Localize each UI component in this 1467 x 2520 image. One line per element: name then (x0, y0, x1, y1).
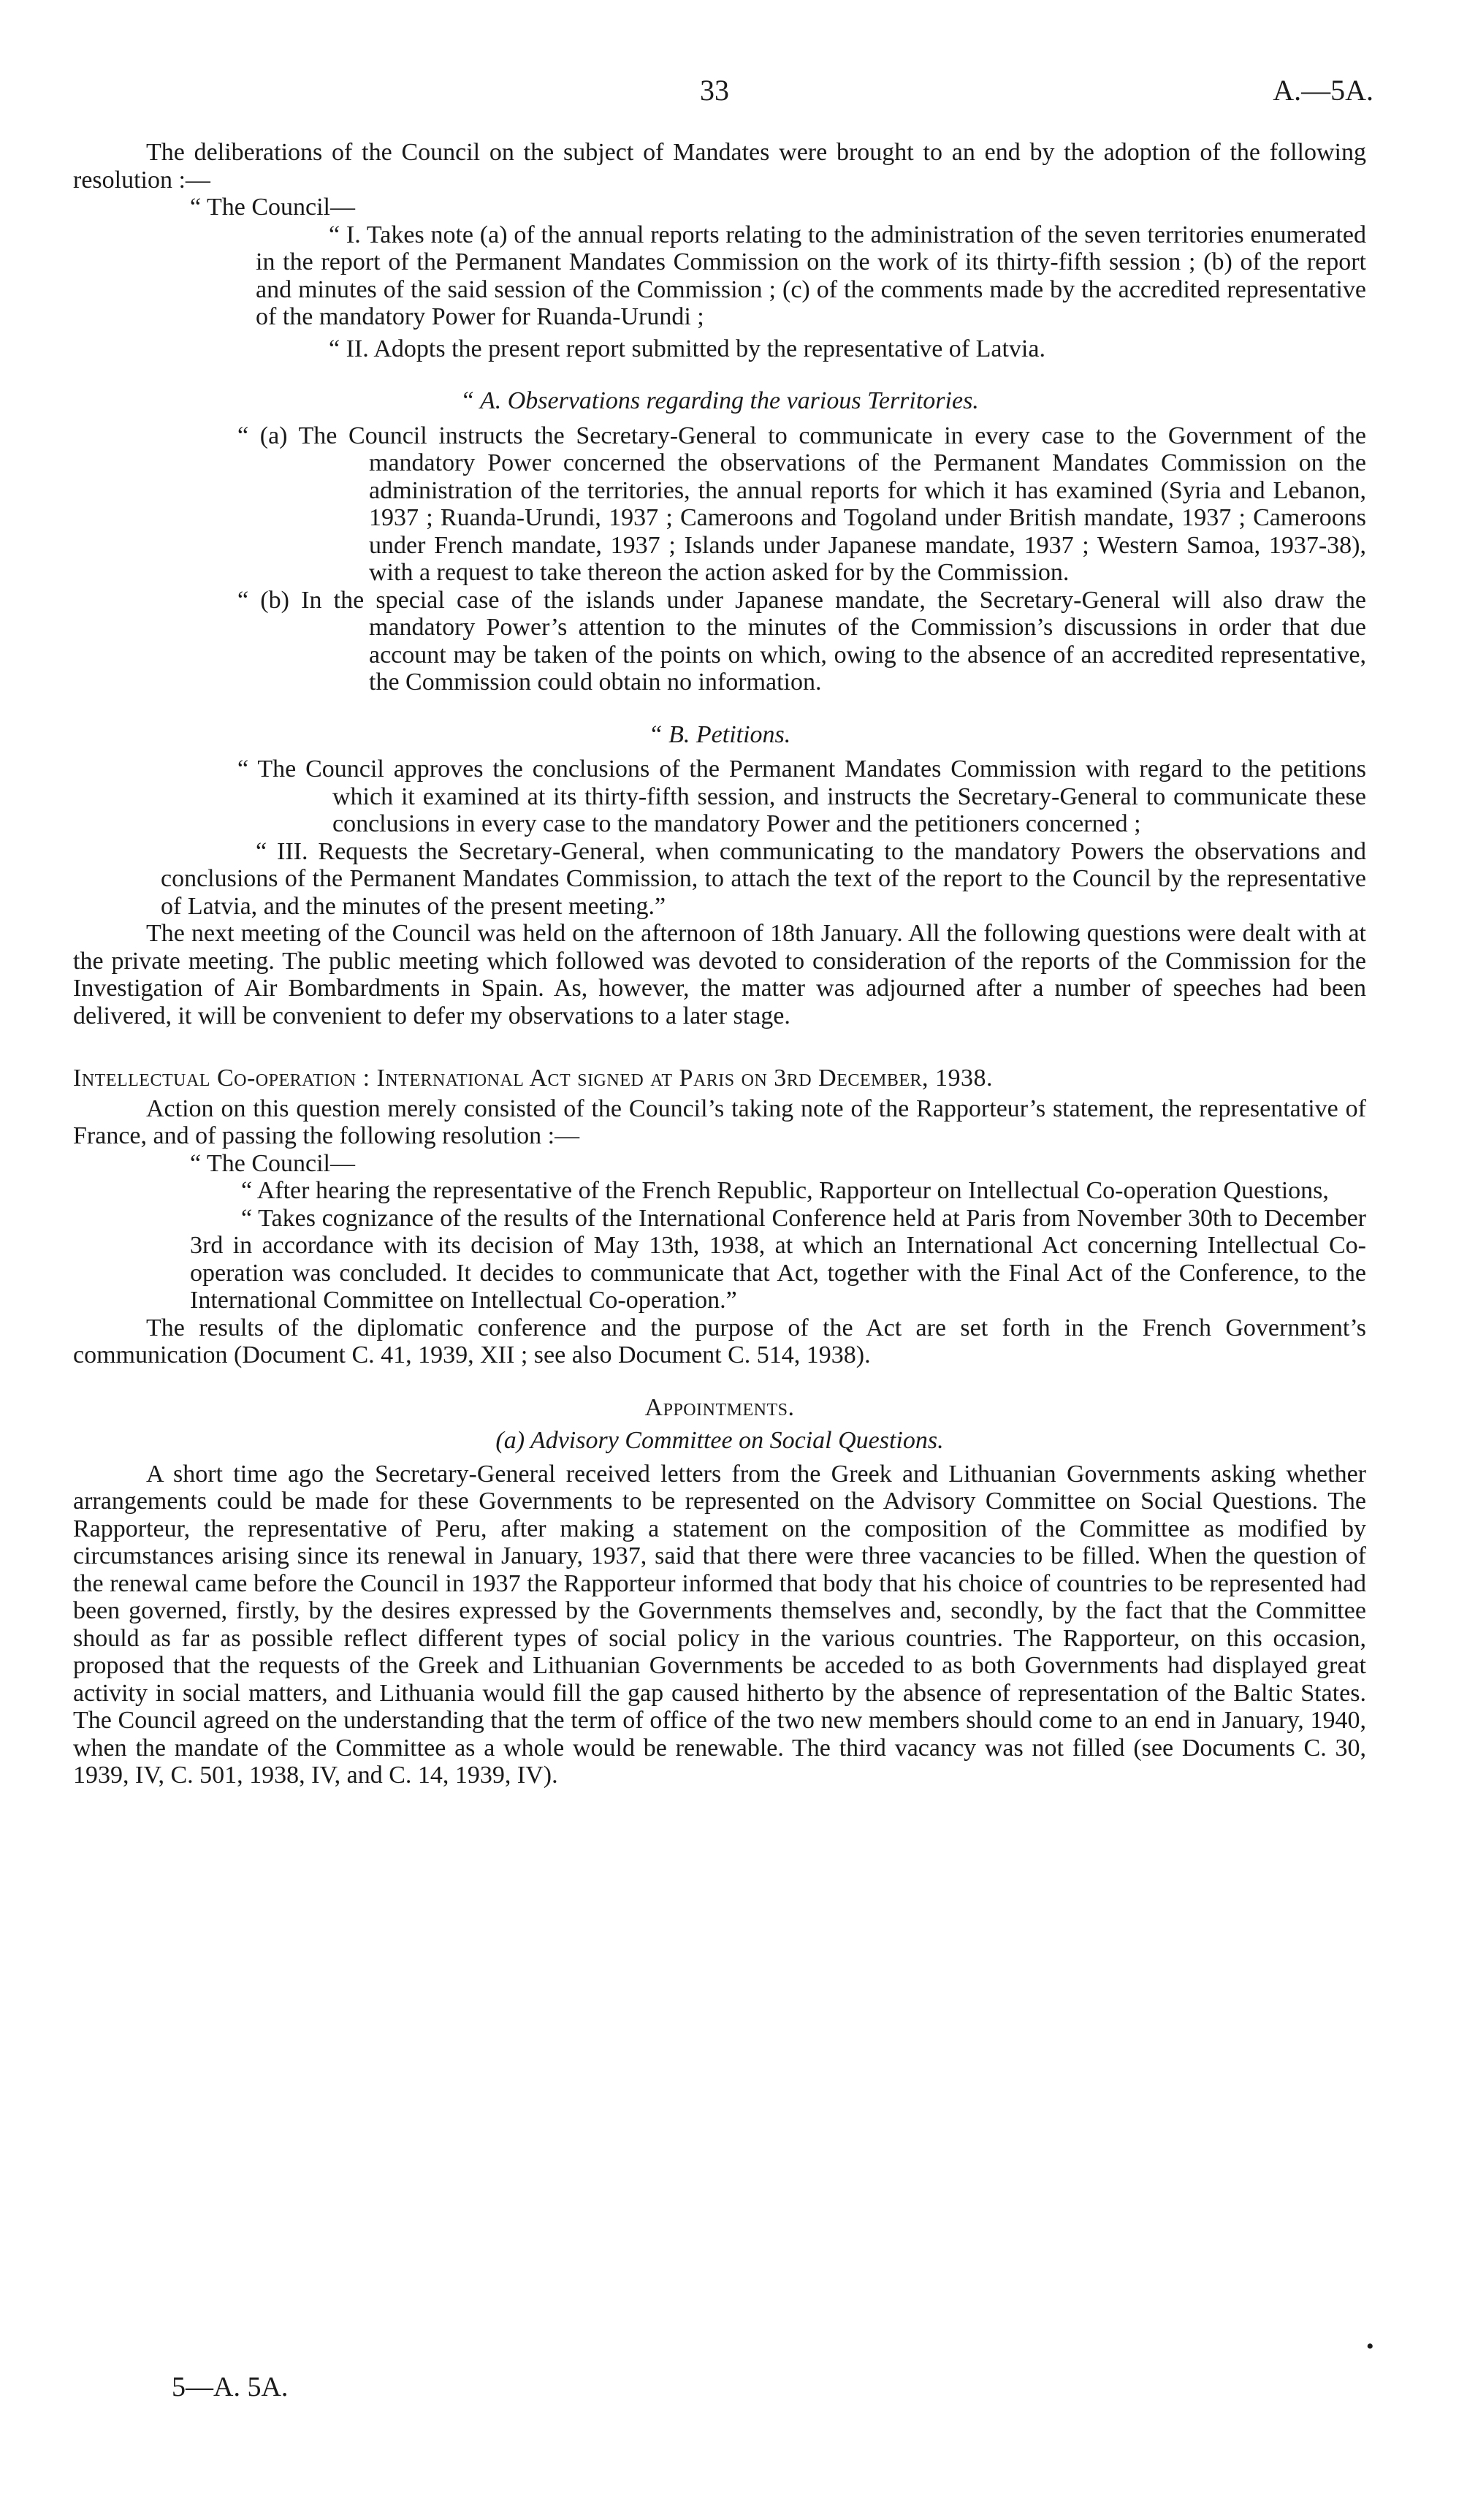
paragraph-the-council-2: “ The Council— (190, 1149, 355, 1177)
paragraph-action: Action on this question merely consisted of the Council’s taking note of the Rapporteur’s statement, the representative of France, and of passing the following resolution :— (73, 1095, 1366, 1149)
paragraph-results: The results of the diplomatic conference and the purpose of the Act are set forth in the French Government’s communication (Document C. 41, 1939, XII ; see also Document C. 514, 1938). (73, 1314, 1366, 1369)
signature-reference: 5—A. 5A. (172, 2372, 289, 2402)
paragraph-after-hearing: “ After hearing the representative of the French Republic, Rapporteur on Intellectual Co-operation Questions, (241, 1177, 1329, 1204)
margin-mark: • (1366, 2334, 1374, 2359)
paragraph-next-meeting: The next meeting of the Council was held on the afternoon of 18th January. All the following questions were dealt with at the private meeting. The public meeting which followed was devoted to consideration of the reports of the Commission for the Investigation of Air Bombardments in Spain. As, however, the matter was adjourned after a number of speeches had been delivered, it will be convenient to defer my observations to a later stage. (73, 920, 1366, 1029)
paragraph-resolution-iii: “ III. Requests the Secretary-General, when communicating to the mandatory Powers the observations and conclusions of the Permanent Mandates Commission, to attach the text of the report to the Council by the representative of Latvia, and the minutes of the present meeting.” (161, 837, 1366, 920)
page-header (0, 73, 1467, 110)
paragraph-the-council: “ The Council— (190, 194, 355, 221)
heading-appointments: Appointments. (644, 1393, 795, 1421)
paragraph-deliberations: The deliberations of the Council on the subject of Mandates were brought to an end by the adoption of the following resolution :— (73, 139, 1366, 194)
paragraph-resolution-a: “ (a) The Council instructs the Secretary-General to communicate in every case to the Government of the mandatory Power concerned the observations of the Permanent Mandates Commission on the administration of the territories, the annual reports for which it has examined (Syria and Lebanon, 1937 ; Ruanda-Urundi, 1937 ; Cameroons and Togoland under British mandate, 1937 ; Cameroons under French mandate, 1937 ; Islands under Japanese mandate, 1937 ; Western Samoa, 1937-38), with a request to take thereon the action asked for by the Commission. (237, 422, 1366, 586)
paragraph-short-time-ago: A short time ago the Secretary-General received letters from the Greek and Lithuanian Governments asking whether arrangements could be made for these Governments to be represented on the Advisory Committee on Social Questions. The Rapporteur, the representative of Peru, after making a statement on the composition of the Committee as modified by circumstances arising since its renewal in January, 1937, said that there were three vacancies to be filled. When the question of the renewal came before the Council in 1937 the Rapporteur informed that body that his choice of countries to be represented had been governed, firstly, by the desires expressed by the Governments themselves and, secondly, by the fact that the Committee should as far as possible reflect different types of social policy in the various countries. The Rapporteur, on this occasion, proposed that the requests of the Greek and Lithuanian Governments be acceded to as both Governments had displayed great activity in social matters, and Lithuania would fill the gap caused hitherto by the absence of representation of the Baltic States. The Council agreed on the understanding that the term of office of the two new members should come to an end in January, 1940, when the mandate of the Committee as a whole would be renewable. The third vacancy was not filled (see Documents C. 30, 1939, IV, C. 501, 1938, IV, and C. 14, 1939, IV). (73, 1460, 1366, 1789)
paragraph-petitions: “ The Council approves the conclusions of the Permanent Mandates Commission with regard to the petitions which it examined at its thirty-fifth session, and instructs the Secretary-General to communicate these conclusions in every case to the mandatory Power and the petitioners concerned ; (237, 755, 1366, 837)
paragraph-resolution-b: “ (b) In the special case of the islands under Japanese mandate, the Secretary-General will also draw the mandatory Power’s attention to the minutes of the Commission’s discussions in order that due account may be taken of the points on which, owing to the absence of an accredited representative, the Commission could obtain no information. (237, 586, 1366, 696)
heading-intellectual-cooperation: Intellectual Co-operation : International Act signed at Paris on 3rd December, 1938. (73, 1065, 994, 1092)
document-reference: A.—5A. (1273, 74, 1373, 107)
page-number: 33 (700, 74, 729, 107)
heading-advisory-committee: (a) Advisory Committee on Social Questions. (495, 1427, 944, 1454)
paragraph-takes-cognizance: “ Takes cognizance of the results of the International Conference held at Paris from November 30th to December 3rd in accordance with its decision of May 13th, 1938, at which an International Act concerning Intellectual Co-operation was concluded. It decides to communicate that Act, together with the Final Act of the Conference, to the International Committee on Intellectual Co-operation.” (190, 1204, 1366, 1314)
heading-petitions: “ B. Petitions. (648, 720, 791, 748)
heading-observations: “ A. Observations regarding the various Territories. (460, 387, 979, 414)
paragraph-resolution-i: “ I. Takes note (a) of the annual reports relating to the administration of the seven territories enumerated in the report of the Permanent Mandates Commission on the work of its thirty-fifth session ; (b) of the report and minutes of the said session of the Commission ; (c) of the comments made by the accredited representative of the mandatory Power for Ruanda-Urundi ; (256, 221, 1366, 330)
document-body (73, 139, 1366, 1789)
paragraph-resolution-ii: “ II. Adopts the present report submitted by the representative of Latvia. (329, 335, 1045, 362)
